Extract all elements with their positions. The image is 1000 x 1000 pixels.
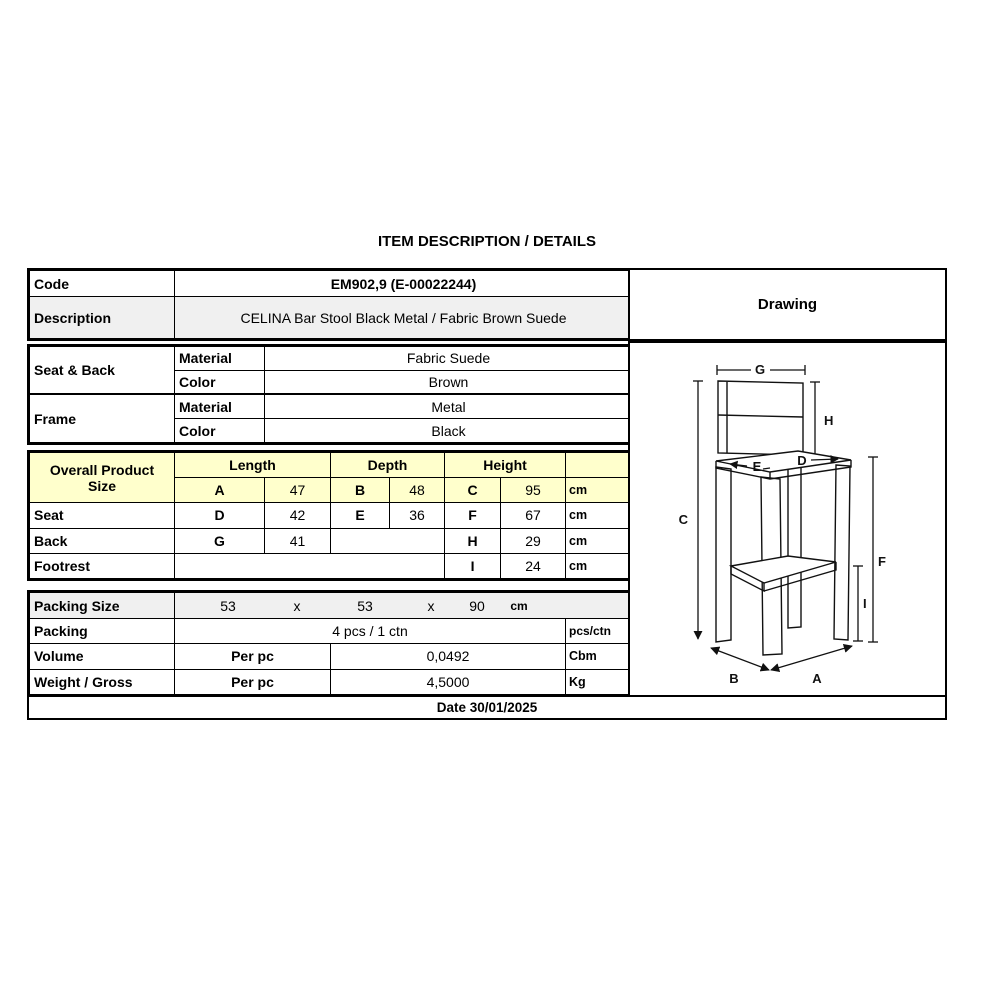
packing-size-row	[30, 593, 633, 619]
volume-value: 0,0492	[331, 644, 566, 669]
date-value: Date 30/01/2025	[436, 700, 538, 715]
color-label: Color	[175, 419, 265, 443]
dim-label-e: E	[752, 459, 762, 474]
dim-label-a: A	[812, 671, 822, 686]
packing-size-part: 90	[469, 597, 485, 614]
code-description-table	[27, 268, 630, 341]
dim-key: E	[331, 503, 390, 528]
weight-value: 4,5000	[331, 669, 566, 694]
code-row	[30, 271, 633, 297]
dim-label-h: H	[824, 413, 834, 428]
dim-value: 29	[501, 528, 566, 553]
packing-size-separator: x	[293, 597, 301, 614]
dim-key: H	[445, 528, 501, 553]
dim-key: F	[445, 503, 501, 528]
dim-value: 47	[265, 478, 331, 503]
weight-row	[30, 669, 633, 694]
frame-color-value: Black	[265, 419, 633, 443]
drawing-area	[628, 341, 947, 697]
depth-header: Depth	[331, 453, 445, 478]
drawing-title: Drawing	[757, 296, 818, 313]
dim-value: 36	[390, 503, 445, 528]
overall-size-label: Overall Product Size	[30, 453, 175, 503]
seat-back-label: Seat & Back	[30, 347, 175, 395]
dim-key: G	[175, 528, 265, 553]
description-row	[30, 297, 633, 339]
empty-cell	[331, 528, 445, 553]
height-header: Height	[445, 453, 566, 478]
dim-label-g: G	[754, 362, 766, 377]
material-label: Material	[175, 394, 265, 418]
material-label: Material	[175, 347, 265, 371]
dim-label-b: B	[729, 671, 739, 686]
weight-basis: Per pc	[175, 669, 331, 694]
packing-size-separator: x	[427, 597, 435, 614]
packing-label: Packing	[30, 619, 175, 644]
dim-label-c: C	[678, 512, 688, 527]
volume-label: Volume	[30, 644, 175, 669]
packing-size-unit: cm	[510, 598, 528, 613]
unit-cell: cm	[566, 553, 633, 578]
empty-unit-header	[566, 453, 633, 478]
seat-back-material-row	[30, 347, 633, 371]
dim-value: 41	[265, 528, 331, 553]
dim-label-i: I	[863, 596, 867, 611]
packing-table	[27, 590, 630, 697]
frame-material-value: Metal	[265, 394, 633, 418]
dim-value: 42	[265, 503, 331, 528]
weight-unit: Kg	[566, 669, 633, 694]
dimensions-table	[27, 450, 630, 581]
frame-label: Frame	[30, 394, 175, 442]
materials-table	[27, 344, 630, 445]
stool-drawing	[630, 343, 945, 695]
seat-label: Seat	[30, 503, 175, 528]
description-value: CELINA Bar Stool Black Metal / Fabric Brown Suede	[175, 297, 633, 339]
packing-size-label: Packing Size	[30, 593, 175, 619]
dim-key: C	[445, 478, 501, 503]
packing-value: 4 pcs / 1 ctn	[175, 619, 566, 644]
unit-cell: cm	[566, 503, 633, 528]
frame-material-row	[30, 394, 633, 418]
color-label: Color	[175, 370, 265, 394]
seat-size-row	[30, 503, 633, 528]
page-title: ITEM DESCRIPTION / DETAILS	[377, 233, 597, 250]
packing-size-part: 53	[220, 597, 236, 614]
dim-label-f: F	[878, 554, 886, 569]
volume-row	[30, 644, 633, 669]
size-group-header-row	[30, 453, 633, 478]
unit-cell: cm	[566, 528, 633, 553]
footrest-size-row	[30, 553, 633, 578]
back-size-row	[30, 528, 633, 553]
footrest-label: Footrest	[30, 553, 175, 578]
code-label: Code	[30, 271, 175, 297]
packing-size-part: 53	[357, 597, 373, 614]
volume-basis: Per pc	[175, 644, 331, 669]
drawing-header	[628, 268, 947, 341]
unit-cell: cm	[566, 478, 633, 503]
length-header: Length	[175, 453, 331, 478]
dim-key: B	[331, 478, 390, 503]
dim-value: 67	[501, 503, 566, 528]
weight-label: Weight / Gross	[30, 669, 175, 694]
date-bar	[27, 695, 947, 720]
dim-value: 48	[390, 478, 445, 503]
dim-key: I	[445, 553, 501, 578]
back-label: Back	[30, 528, 175, 553]
description-label: Description	[30, 297, 175, 339]
dim-value: 95	[501, 478, 566, 503]
dim-label-d: D	[797, 453, 807, 468]
empty-cell	[175, 553, 445, 578]
seat-back-color-value: Brown	[265, 370, 633, 394]
code-value: EM902,9 (E-00022244)	[175, 271, 633, 297]
dim-key: D	[175, 503, 265, 528]
packing-size-values	[175, 593, 633, 619]
dim-key: A	[175, 478, 265, 503]
packing-row	[30, 619, 633, 644]
packing-unit: pcs/ctn	[566, 619, 633, 644]
dim-value: 24	[501, 553, 566, 578]
volume-unit: Cbm	[566, 644, 633, 669]
seat-back-material-value: Fabric Suede	[265, 347, 633, 371]
